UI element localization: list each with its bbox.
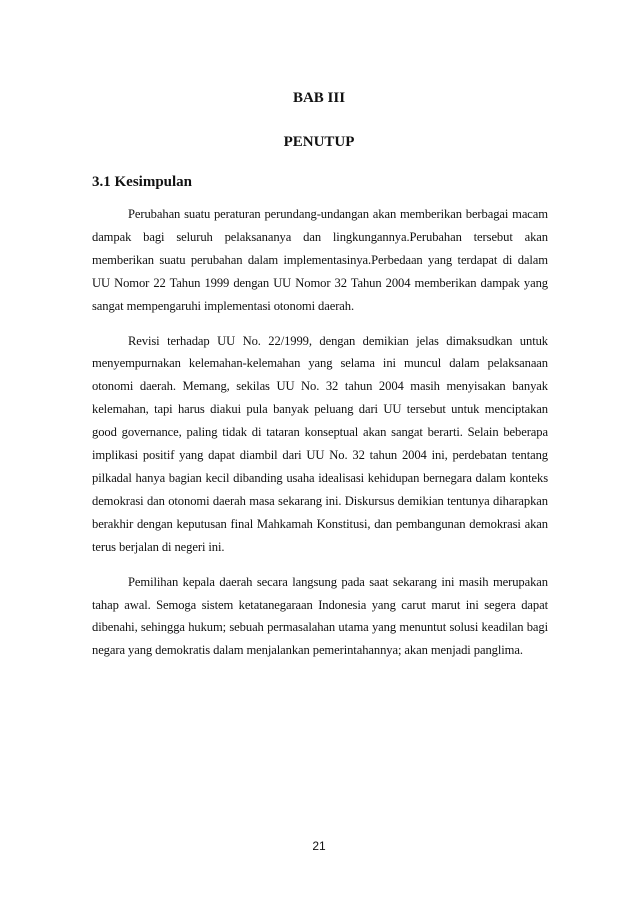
chapter-number: BAB III [292, 90, 346, 106]
paragraph: Revisi terhadap UU No. 22/1999, dengan demikian jelas dimaksudkan untuk menyempurnakan kelemahan-kelemahan yang selama ini muncul dalam pelaksanaan otonomi daerah. Memang, sekilas UU No. 32 tahun 2004 masih menyisakan banyak kelemahan, tapi harus diakui pula banyak peluang dari UU tersebut untuk menciptakan good governance, paling tidak di tataran konseptual akan sangat berarti. Selain beberapa implikasi positif yang dapat diambil dari UU No. 32 tahun 2004 ini, perdebatan tentang pilkadal hanya bagian kecil dibanding usaha idealisasi kehidupan bernegara dalam konteks demokrasi dan otonomi daerah masa sekarang ini. Diskursus demikian tentunya diharapkan berakhir dengan keputusan final Mahkamah Konstitusi, dan pembangunan demokrasi akan terus berjalan di negeri ini. [92, 333, 548, 554]
page-number: 21 [312, 839, 326, 853]
section-heading: 3.1 Kesimpulan [92, 174, 193, 190]
body-text [92, 203, 548, 674]
paragraph: Perubahan suatu peraturan perundang-undangan akan memberikan berbagai macam dampak bagi seluruh pelaksananya dan lingkungannya.Perubahan tersebut akan memberikan suatu perubahan dalam implementasinya.Perbedaan yang terdapat di dalam UU Nomor 22 Tahun 1999 dengan UU Nomor 32 Tahun 2004 memberikan dampak yang sangat mempengaruhi implementasi otonomi daerah. [92, 207, 548, 313]
chapter-title: PENUTUP [283, 134, 355, 150]
paragraph: Pemilihan kepala daerah secara langsung pada saat sekarang ini masih merupakan tahap awal. Semoga sistem ketatanegaraan Indonesia yang carut marut ini segera dapat dibenahi, sehingga hukum; sebuah permasalahan utama yang menuntut solusi keadilan bagi negara yang demokratis dalam menjalankan pemerintahannya; akan menjadi panglima. [92, 574, 548, 658]
